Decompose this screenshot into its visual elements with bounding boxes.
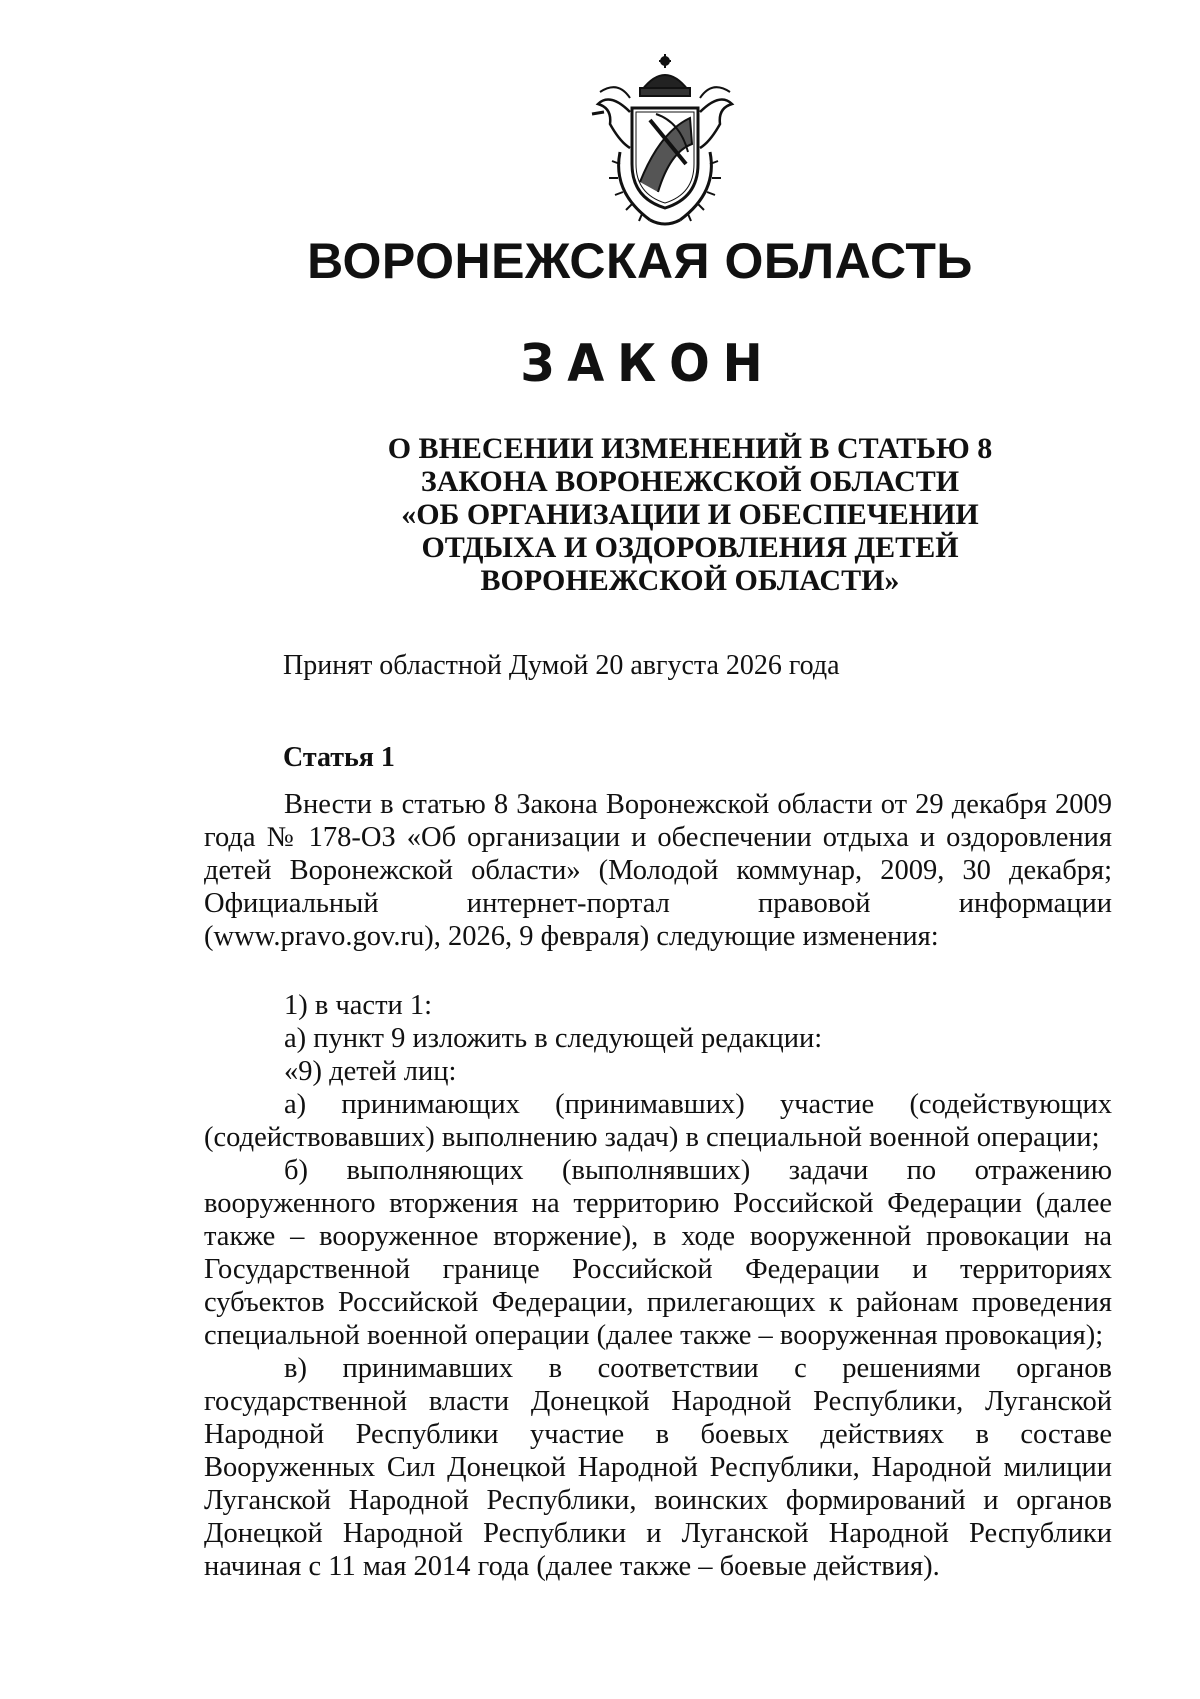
law-title-line: ОТДЫХА И ОЗДОРОВЛЕНИЯ ДЕТЕЙ [421, 531, 959, 564]
article-intro: Внести в статью 8 Закона Воронежской области от 29 декабря 2009 года № 178-ОЗ «Об организации и обеспечении отдыха и оздоровления детей Воронежской области» (Молодой коммунар, 2009, 30 декабря; Официальный интернет-портал правовой информации (www.pravo.gov.ru), 2026, 9 февраля) следующие изменения: [204, 789, 1112, 952]
article-item: а) принимающих (принимавших) участие (содействующих (содействовавших) выполнению задач) в специальной военной операции; [204, 1089, 1112, 1153]
article-item: а) пункт 9 изложить в следующей редакции: [284, 1023, 823, 1054]
coat-of-arms-icon [590, 52, 740, 230]
article-heading: Статья 1 [283, 742, 395, 773]
article-item: 1) в части 1: [284, 990, 433, 1021]
article-item: в) принимавших в соответствии с решениями органов государственной власти Донецкой Народной Республики, Луганской Народной Республики участие в боевых действиях в составе Вооруженных Сил Донецкой Народной Республики, Народной милиции Луганской Народной Республики, воинских формирований и органов Донецкой Народной Республики и Луганской Народной Республики начиная с 11 мая 2014 года (далее также – боевые действия). [204, 1353, 1112, 1582]
law-title-line: ВОРОНЕЖСКОЙ ОБЛАСТИ» [480, 564, 900, 597]
region-title: ВОРОНЕЖСКАЯ ОБЛАСТЬ [307, 233, 973, 289]
article-body [204, 788, 1112, 1583]
article-item: б) выполняющих (выполнявших) задачи по отражению вооруженного вторжения на территорию Российской Федерации (далее также – вооруженное вторжение), в ходе вооруженной провокации на Государственной границе Российской Федерации и территориях субъектов Российской Федерации, прилегающих к районам проведения специальной военной операции (далее также – вооруженная провокация); [204, 1155, 1112, 1351]
law-title [300, 432, 1080, 597]
document-type: ЗАКОН [520, 334, 776, 394]
law-title-line: ЗАКОНА ВОРОНЕЖСКОЙ ОБЛАСТИ [420, 465, 960, 498]
law-title-line: О ВНЕСЕНИИ ИЗМЕНЕНИЙ В СТАТЬЮ 8 [387, 432, 993, 465]
law-title-line: «ОБ ОРГАНИЗАЦИИ И ОБЕСПЕЧЕНИИ [401, 498, 979, 531]
adoption-date: Принят областной Думой 20 августа 2026 года [283, 650, 840, 681]
article-item: «9) детей лиц: [284, 1056, 457, 1087]
